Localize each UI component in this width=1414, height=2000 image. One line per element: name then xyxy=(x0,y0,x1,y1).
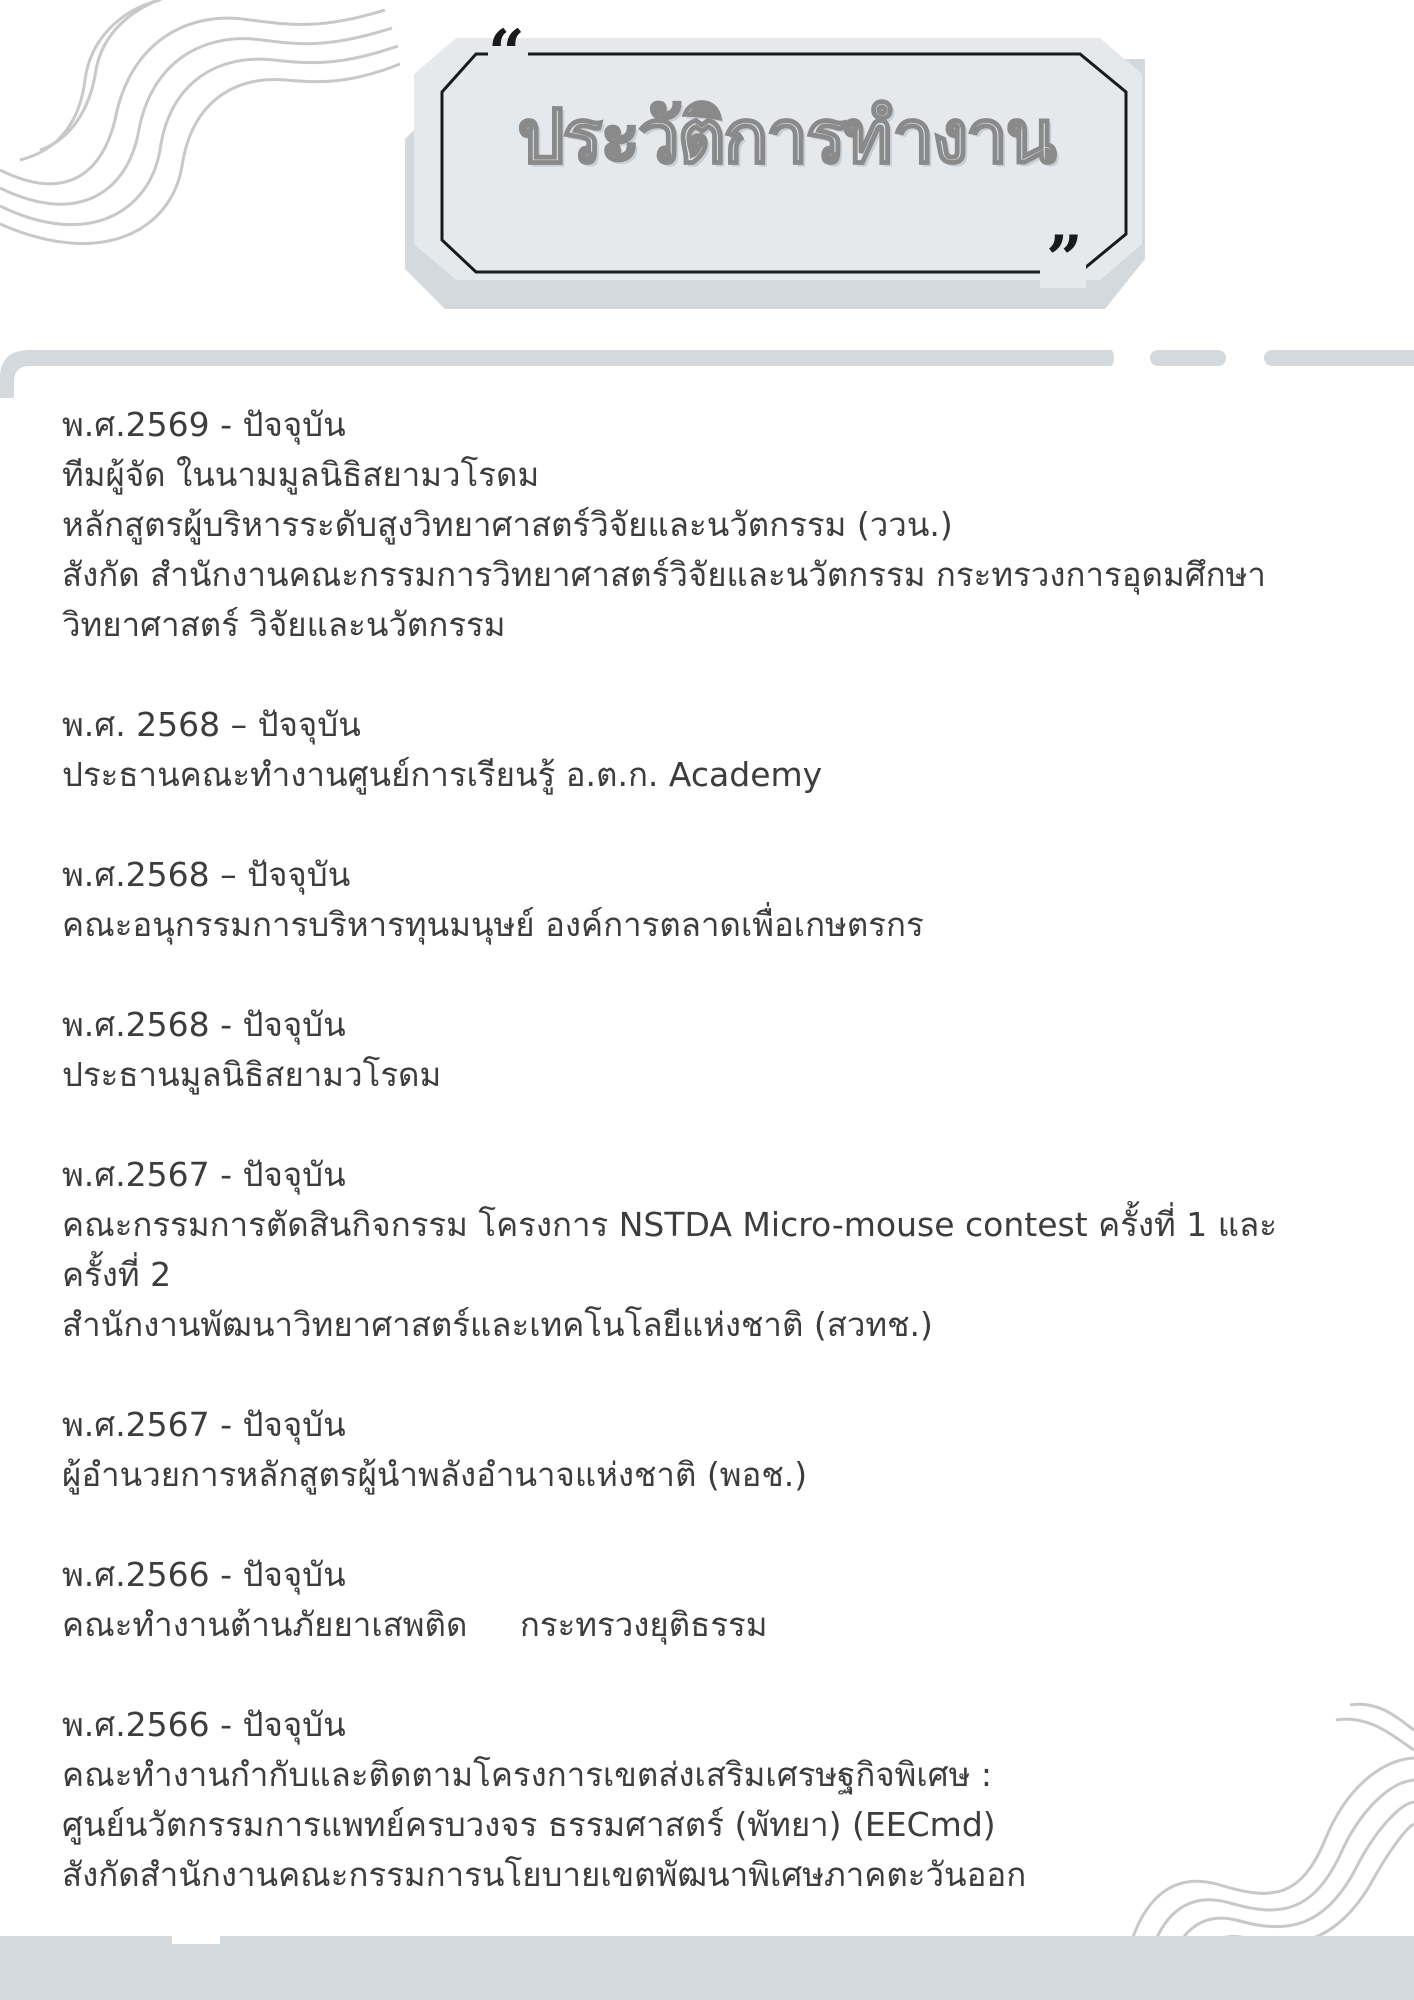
entry-detail-line: ทีมผู้จัด ในนามมูลนิธิสยามวโรดม xyxy=(62,455,540,494)
history-entry xyxy=(62,1000,1362,1100)
close-quote-mark: ” xyxy=(1046,222,1083,297)
history-entry xyxy=(62,1150,1362,1350)
page-title: ประวัติการทำงาน xyxy=(517,94,1055,180)
entry-detail-line: หลักสูตรผู้บริหารระดับสูงวิทยาศาสตร์วิจัยและนวัตกรรม (ววน.) xyxy=(62,505,953,544)
entry-period: พ.ศ.2568 - ปัจจุบัน xyxy=(62,1005,346,1044)
history-entry xyxy=(62,1700,1362,1900)
entry-detail-line: ผู้อำนวยการหลักสูตรผู้นำพลังอำนาจแห่งชาติ (พอช.) xyxy=(62,1455,808,1494)
entry-detail-line: คณะกรรมการตัดสินกิจกรรม โครงการ NSTDA Micro-mouse contest ครั้งที่ 1 และ xyxy=(62,1205,1277,1244)
entry-detail-line: ประธานคณะทำงานศูนย์การเรียนรู้ อ.ต.ก. Academy xyxy=(62,755,823,794)
entry-detail-line: สังกัดสำนักงานคณะกรรมการนโยบายเขตพัฒนาพิเศษภาคตะวันออก xyxy=(62,1855,1027,1894)
open-quote-mark: “ xyxy=(488,16,525,91)
entry-period: พ.ศ.2569 - ปัจจุบัน xyxy=(62,405,346,444)
entry-detail-line: สำนักงานพัฒนาวิทยาศาสตร์และเทคโนโลยีแห่งชาติ (สวทช.) xyxy=(62,1305,933,1344)
entry-period: พ.ศ. 2568 – ปัจจุบัน xyxy=(62,705,361,744)
top-divider xyxy=(0,348,1414,398)
entry-detail-line: สังกัด สำนักงานคณะกรรมการวิทยาศาสตร์วิจัยและนวัตกรรม กระทรวงการอุดมศึกษา xyxy=(62,555,1266,594)
entry-detail-line: คณะทำงานต้านภัยยาเสพติด กระทรวงยุติธรรม xyxy=(62,1605,768,1644)
entry-period: พ.ศ.2566 - ปัจจุบัน xyxy=(62,1555,346,1594)
entry-period: พ.ศ.2566 - ปัจจุบัน xyxy=(62,1705,346,1744)
entry-period: พ.ศ.2568 – ปัจจุบัน xyxy=(62,855,351,894)
entry-detail-line: ศูนย์นวัตกรรมการแพทย์ครบวงจร ธรรมศาสตร์ (พัทยา) (EECmd) xyxy=(62,1805,996,1844)
history-entry xyxy=(62,1550,1362,1650)
entry-detail-line: คณะอนุกรรมการบริหารทุนมนุษย์ องค์การตลาดเพื่อเกษตรกร xyxy=(62,905,924,944)
history-entry xyxy=(62,400,1362,650)
history-entry xyxy=(62,700,1362,800)
entry-detail-line: ครั้งที่ 2 xyxy=(62,1255,172,1294)
entry-detail-line: ประธานมูลนิธิสยามวโรดม xyxy=(62,1055,442,1094)
entry-detail-line: วิทยาศาสตร์ วิจัยและนวัตกรรม xyxy=(62,605,506,644)
history-entry xyxy=(62,1400,1362,1500)
work-history-list xyxy=(62,400,1362,1900)
wave-decoration-top-left xyxy=(0,0,400,270)
history-entry xyxy=(62,850,1362,950)
entry-period: พ.ศ.2567 - ปัจจุบัน xyxy=(62,1405,346,1444)
bottom-band xyxy=(0,1936,1414,2000)
entry-detail-line: คณะทำงานกำกับและติดตามโครงการเขตส่งเสริมเศรษฐกิจพิเศษ : xyxy=(62,1755,992,1794)
entry-period: พ.ศ.2567 - ปัจจุบัน xyxy=(62,1155,346,1194)
